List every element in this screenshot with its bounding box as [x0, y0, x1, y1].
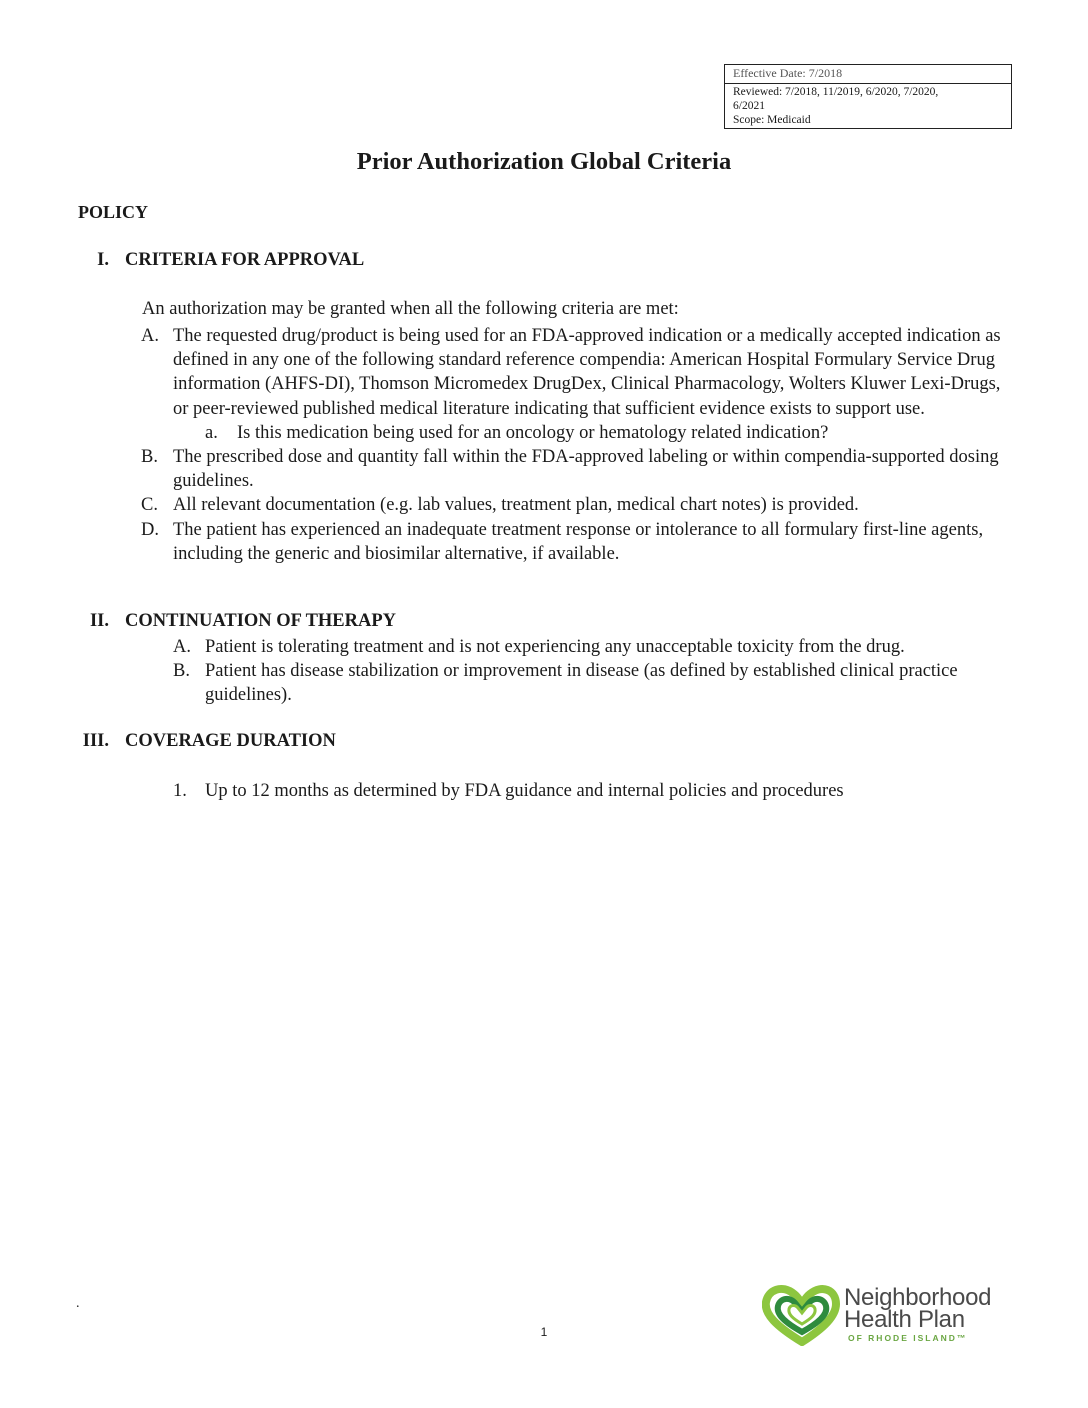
effective-date: Effective Date: 7/2018	[725, 65, 1011, 84]
logo-text-health-plan: Health Plan	[844, 1306, 965, 1333]
policy-heading: POLICY	[78, 202, 149, 222]
list-item	[0, 635, 1088, 659]
section-title: CONTINUATION OF THERAPY	[125, 611, 397, 631]
list-subitem	[0, 421, 1088, 445]
continuation-list	[0, 635, 1088, 708]
list-item-text: The prescribed dose and quantity fall within the FDA-approved labeling or within compendia-supported dosing guidelines.	[173, 447, 999, 492]
document-title: Prior Authorization Global Criteria	[356, 148, 732, 175]
section-number: III.	[82, 731, 109, 751]
reviewed-dates-line2: 6/2021	[733, 100, 765, 112]
reviewed-dates-line1: Reviewed: 7/2018, 11/2019, 6/2020, 7/2020,	[733, 86, 939, 98]
logo-text-rhode-island: OF RHODE ISLAND™	[848, 1333, 968, 1343]
footer-dot: .	[76, 1296, 80, 1311]
section-heading-continuation	[0, 611, 396, 632]
section-heading-coverage	[0, 731, 336, 752]
list-marker: A.	[141, 326, 159, 346]
list-item-text: Is this medication being used for an oncology or hematology related indication?	[237, 422, 829, 443]
section-heading-criteria	[0, 250, 364, 271]
list-marker: B.	[173, 661, 190, 682]
section-number: I.	[97, 250, 109, 270]
criteria-list	[0, 324, 1088, 566]
scope: Scope: Medicaid	[733, 114, 811, 126]
page-number: 1	[540, 1325, 548, 1339]
list-marker: a.	[205, 422, 218, 443]
list-marker: A.	[173, 637, 191, 657]
heart-logo-icon	[762, 1282, 840, 1346]
list-item	[0, 518, 1088, 566]
list-item	[0, 493, 1088, 517]
list-item-text: The requested drug/product is being used for an FDA-approved indication or a medically accepted indication as defined in any one of the following standard reference compendia: American Hospital Formulary Service Drug information (AHFS-DI), Thomson Micromedex DrugDex, Clinical Pharmacology, Wolters Kluwer Lexi-Drugs, or peer-reviewed published medical literature indicating that sufficient evidence exists to support use.	[173, 326, 1001, 419]
list-item-text: Patient has disease stabilization or improvement in disease (as defined by established clinical practice guidelines).	[205, 661, 958, 706]
list-marker: C.	[141, 495, 158, 516]
list-item	[0, 445, 1088, 493]
section-title: COVERAGE DURATION	[125, 731, 336, 751]
review-scope-block	[725, 84, 1011, 128]
health-plan-logo	[762, 1282, 1022, 1346]
list-marker: B.	[141, 447, 158, 468]
logo-text-neighborhood: Neighborhood	[844, 1284, 992, 1311]
list-item-text: All relevant documentation (e.g. lab values, treatment plan, medical chart notes) is provided.	[173, 495, 859, 516]
list-marker: D.	[141, 519, 159, 540]
list-marker: 1.	[173, 781, 187, 801]
document-info-box	[724, 64, 1012, 129]
list-item	[0, 659, 1088, 707]
coverage-list	[0, 779, 1088, 803]
list-item-text: Patient is tolerating treatment and is not experiencing any unacceptable toxicity from the drug.	[205, 637, 905, 657]
list-item	[0, 324, 1088, 421]
list-item-text: Up to 12 months as determined by FDA guidance and internal policies and procedures	[205, 781, 844, 801]
list-item-text: The patient has experienced an inadequate treatment response or intolerance to all formulary first-line agents, including the generic and biosimilar alternative, if available.	[173, 519, 984, 564]
criteria-intro: An authorization may be granted when all the following criteria are met:	[142, 299, 679, 319]
section-title: CRITERIA FOR APPROVAL	[125, 250, 365, 270]
section-number: II.	[89, 611, 109, 631]
list-item	[0, 779, 1088, 803]
